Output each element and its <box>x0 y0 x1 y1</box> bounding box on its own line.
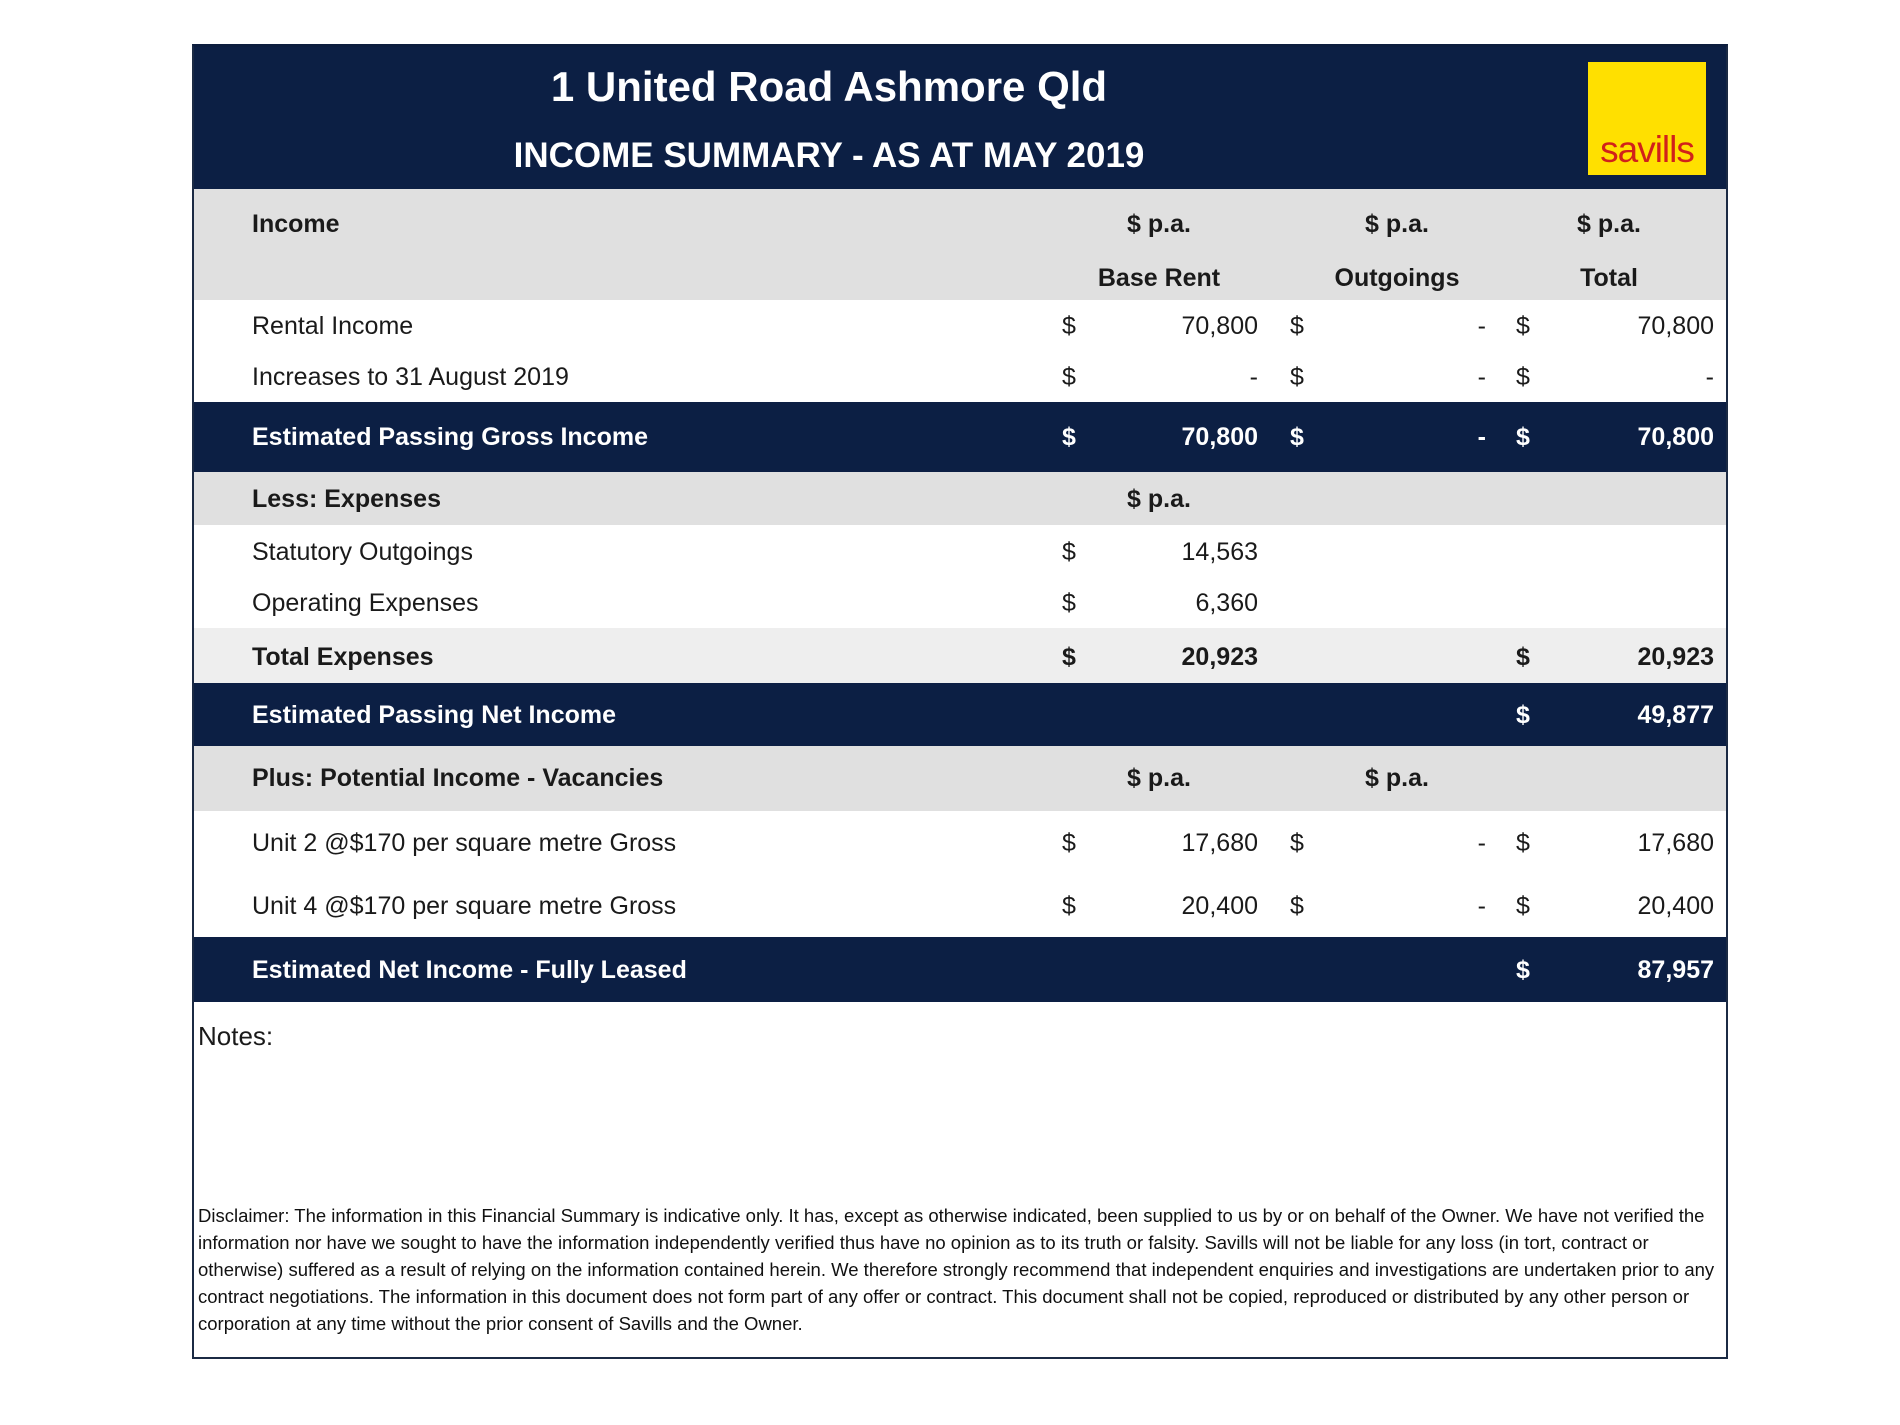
total-value: 87,957 <box>1637 956 1714 984</box>
income-label: Income <box>252 210 340 238</box>
total-value: 49,877 <box>1637 701 1714 729</box>
table-row <box>194 811 1726 874</box>
total-value: 20,923 <box>1637 643 1714 671</box>
passing-gross-row <box>194 402 1726 472</box>
total-expenses-row <box>194 628 1726 683</box>
col2-header: Outgoings <box>1334 264 1460 292</box>
currency-symbol: $ <box>1062 589 1076 617</box>
row-label: Estimated Net Income - Fully Leased <box>252 956 687 984</box>
base-rent-value: 20,400 <box>1181 892 1258 920</box>
row-label: Unit 4 @$170 per square metre Gross <box>252 892 677 920</box>
row-label: Estimated Passing Gross Income <box>252 423 648 451</box>
currency-symbol: $ <box>1290 363 1304 391</box>
outgoings-value: - <box>1477 363 1486 391</box>
currency-symbol: $ <box>1516 892 1530 920</box>
table-row <box>194 352 1726 402</box>
summary-header <box>194 47 1726 189</box>
currency-symbol: $ <box>1062 363 1076 391</box>
currency-symbol: $ <box>1062 892 1076 920</box>
currency-symbol: $ <box>1062 829 1076 857</box>
total-value: - <box>1705 363 1714 391</box>
base-rent-value: 70,800 <box>1181 423 1258 451</box>
col1-unit: $ p.a. <box>1127 764 1191 792</box>
base-rent-value: - <box>1249 363 1258 391</box>
currency-symbol: $ <box>1062 423 1076 451</box>
total-value: 70,800 <box>1637 312 1714 340</box>
expense-value: 6,360 <box>1195 589 1258 617</box>
total-value: 70,800 <box>1637 423 1714 451</box>
table-row <box>194 874 1726 937</box>
outgoings-value: - <box>1477 892 1486 920</box>
logo-text: savills <box>1600 129 1694 170</box>
currency-symbol: $ <box>1516 643 1530 671</box>
outgoings-value: - <box>1477 312 1486 340</box>
vacancies-header-row <box>194 746 1726 811</box>
row-label: Total Expenses <box>252 643 434 671</box>
expenses-unit: $ p.a. <box>1127 485 1191 513</box>
currency-symbol: $ <box>1290 892 1304 920</box>
row-label: Estimated Passing Net Income <box>252 701 617 729</box>
outgoings-value: - <box>1477 423 1486 451</box>
property-title: 1 United Road Ashmore Qld <box>550 63 1108 110</box>
summary-subtitle: INCOME SUMMARY - AS AT MAY 2019 <box>513 136 1145 175</box>
currency-symbol: $ <box>1516 701 1530 729</box>
savills-logo <box>1588 62 1706 175</box>
fully-leased-row <box>194 937 1726 1002</box>
currency-symbol: $ <box>1516 956 1530 984</box>
expenses-label: Less: Expenses <box>252 485 441 513</box>
outgoings-value: - <box>1477 829 1486 857</box>
row-label: Rental Income <box>252 312 414 340</box>
col1-header: Base Rent <box>1097 264 1221 292</box>
currency-symbol: $ <box>1062 538 1076 566</box>
base-rent-value: 17,680 <box>1181 829 1258 857</box>
total-value: 17,680 <box>1637 829 1714 857</box>
currency-symbol: $ <box>1290 423 1304 451</box>
total-value: 20,400 <box>1637 892 1714 920</box>
col1-unit: $ p.a. <box>1127 210 1191 238</box>
currency-symbol: $ <box>1062 312 1076 340</box>
expense-value: 14,563 <box>1181 538 1258 566</box>
row-label: Increases to 31 August 2019 <box>252 363 569 391</box>
table-row <box>194 525 1726 576</box>
col2-unit: $ p.a. <box>1365 210 1429 238</box>
currency-symbol: $ <box>1290 829 1304 857</box>
currency-symbol: $ <box>1516 829 1530 857</box>
income-header-row <box>194 189 1726 300</box>
currency-symbol: $ <box>1062 643 1076 671</box>
row-label: Statutory Outgoings <box>252 538 473 566</box>
table-row <box>194 576 1726 628</box>
col2-unit: $ p.a. <box>1365 764 1429 792</box>
income-summary-sheet <box>192 44 1728 1359</box>
currency-symbol: $ <box>1290 312 1304 340</box>
expenses-header-row <box>194 472 1726 525</box>
expense-value: 20,923 <box>1181 643 1258 671</box>
row-label: Operating Expenses <box>252 589 479 617</box>
currency-symbol: $ <box>1516 363 1530 391</box>
base-rent-value: 70,800 <box>1181 312 1258 340</box>
disclaimer-text: Disclaimer: The information in this Financial Summary is indicative only. It has, except as otherwise indicated, been supplied to us by or on behalf of the Owner. We have not verified the information nor have we sought to have the information independently verified thus have no opinion as to its truth or falsity. Savills will not be liable for any loss (in tort, contract or otherwise) suffered as a result of relying on the information contained herein. We therefore strongly recommend that independent enquiries and investigations are undertaken prior to any contract negotiations. The information in this document does not form part of any offer or contract. This document shall not be copied, reproduced or distributed by any other person or corporation at any time without the prior consent of Savills and the Owner. <box>198 1205 1715 1334</box>
notes-label: Notes: <box>198 1021 274 1051</box>
col3-header: Total <box>1580 264 1638 292</box>
row-label: Unit 2 @$170 per square metre Gross <box>252 829 677 857</box>
currency-symbol: $ <box>1516 423 1530 451</box>
passing-net-row <box>194 683 1726 746</box>
table-row <box>194 300 1726 352</box>
col3-unit: $ p.a. <box>1577 210 1641 238</box>
vacancies-label: Plus: Potential Income - Vacancies <box>252 764 664 792</box>
currency-symbol: $ <box>1516 312 1530 340</box>
